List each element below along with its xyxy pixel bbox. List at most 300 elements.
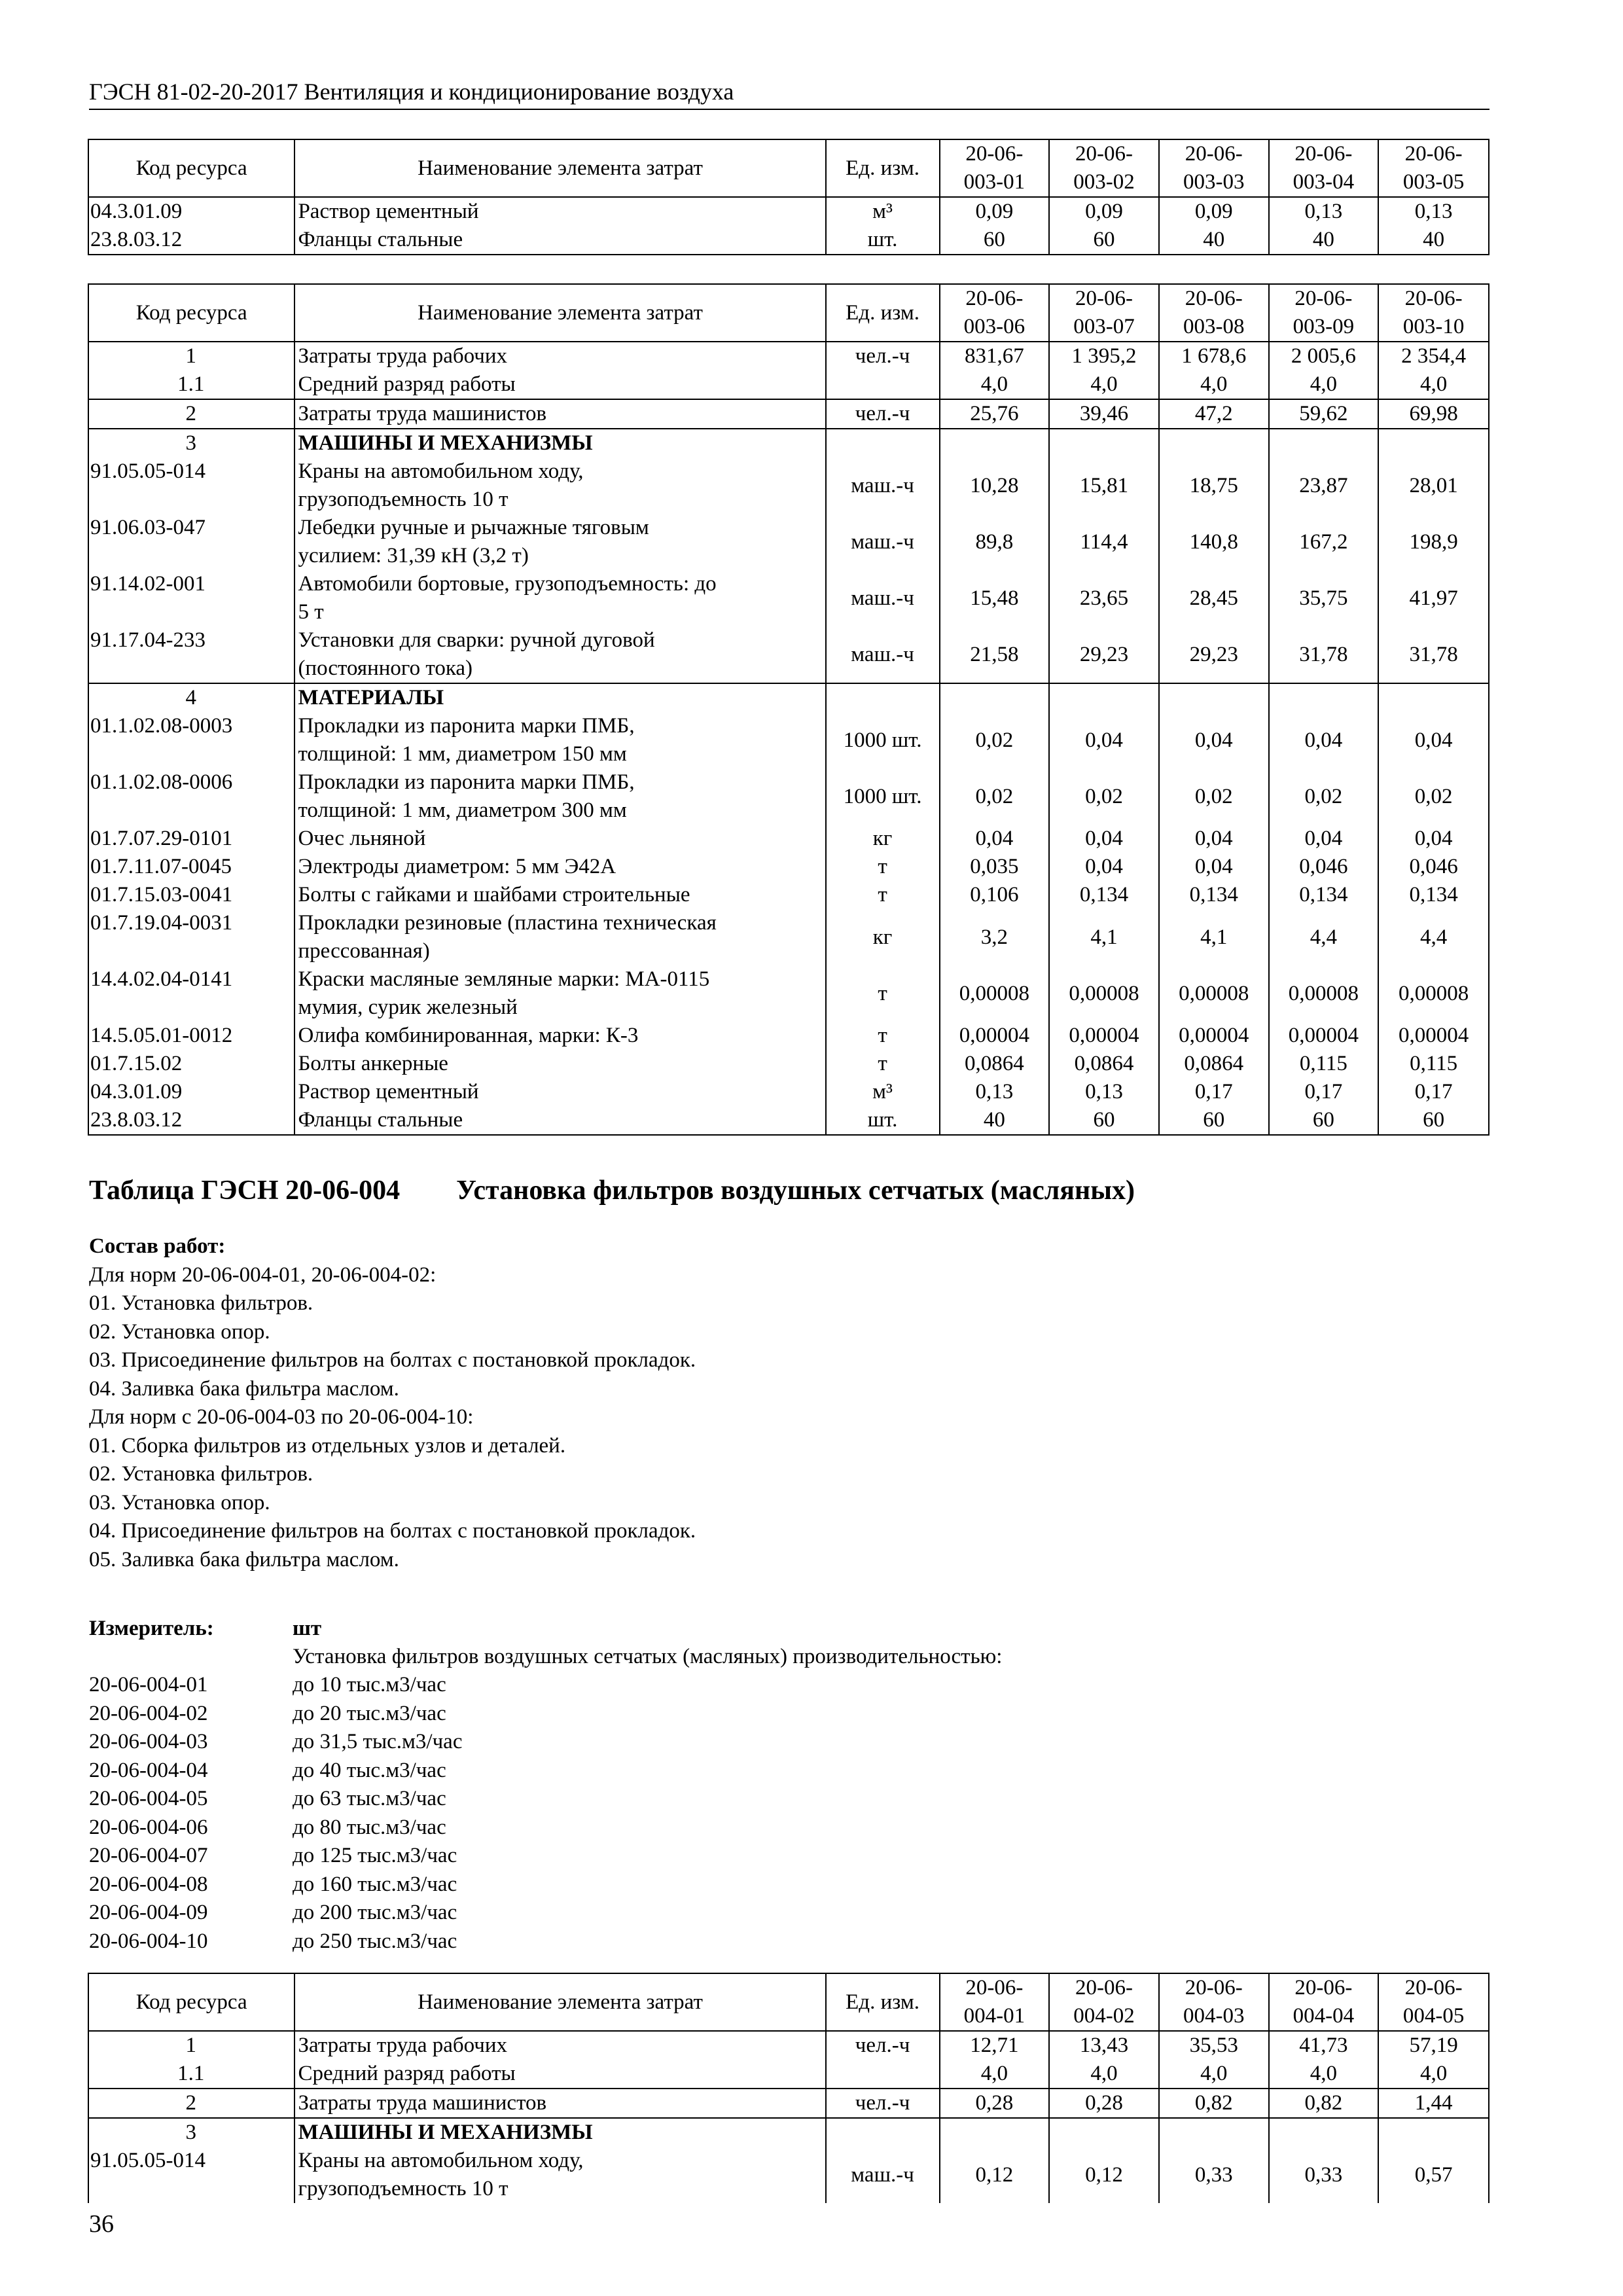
resource-unit: 1000 шт. [826, 712, 940, 768]
table-row [88, 2060, 1489, 2089]
norm-value: 0,13 [1049, 1078, 1159, 1106]
norm-value: 0,17 [1269, 1078, 1379, 1106]
resource-unit: шт. [826, 1106, 940, 1135]
meter-item-code: 20-06-004-03 [89, 1730, 208, 1753]
col-header-norm: 20-06- 003-06 [940, 284, 1050, 342]
table-header-row [88, 1973, 1489, 2031]
resource-unit: т [826, 965, 940, 1022]
col-header-code: Код ресурса [88, 1973, 294, 2031]
norm-value [1269, 683, 1379, 712]
table-row [88, 768, 1489, 825]
resource-unit: маш.-ч [826, 626, 940, 683]
resource-code: 3 [88, 2118, 294, 2147]
norm-value: 0,04 [1049, 853, 1159, 881]
resource-code: 2 [88, 399, 294, 429]
norm-value: 10,28 [940, 457, 1050, 514]
norm-value: 0,00008 [1269, 965, 1379, 1022]
resource-code: 91.17.04-233 [88, 626, 294, 683]
norm-value: 0,02 [1269, 768, 1379, 825]
norm-value: 0,12 [1049, 2147, 1159, 2203]
meter-item-text: до 40 тыс.м3/час [293, 1758, 446, 1782]
composition-line: Для норм 20-06-004-01, 20-06-004-02: [89, 1263, 437, 1287]
resource-code: 01.1.02.08-0006 [88, 768, 294, 825]
norm-value: 0,115 [1269, 1050, 1379, 1078]
resource-unit: 1000 шт. [826, 768, 940, 825]
table-row [88, 514, 1489, 570]
resource-name: Установки для сварки: ручной дуговой (постоянного тока) [294, 626, 825, 683]
resource-unit [826, 2118, 940, 2147]
resource-unit: т [826, 1022, 940, 1050]
norm-value [940, 429, 1050, 457]
norm-value: 0,09 [940, 197, 1050, 226]
col-header-norm: 20-06- 003-08 [1159, 284, 1269, 342]
resource-name: Средний разряд работы [294, 370, 825, 399]
composition-line: 03. Присоединение фильтров на болтах с постановкой прокладок. [89, 1348, 696, 1372]
norm-value [940, 2118, 1050, 2147]
col-header-name: Наименование элемента затрат [294, 284, 825, 342]
col-header-norm: 20-06- 003-01 [940, 139, 1050, 197]
meter-item-text: до 125 тыс.м3/час [293, 1844, 457, 1867]
norm-value: 0,115 [1378, 1050, 1489, 1078]
resource-unit: шт. [826, 226, 940, 255]
resource-unit: маш.-ч [826, 570, 940, 626]
norm-value: 3,2 [940, 909, 1050, 965]
composition-label: Состав работ: [89, 1234, 226, 1258]
resource-unit: маш.-ч [826, 457, 940, 514]
table-row [88, 626, 1489, 683]
meter-item-code: 20-06-004-06 [89, 1815, 208, 1839]
meter-item-code: 20-06-004-08 [89, 1872, 208, 1896]
resource-code: 1 [88, 342, 294, 370]
resource-code: 91.05.05-014 [88, 457, 294, 514]
norm-value: 0,09 [1049, 197, 1159, 226]
norm-value: 18,75 [1159, 457, 1269, 514]
norm-value: 4,0 [1049, 2060, 1159, 2089]
table-row [88, 853, 1489, 881]
col-header-norm: 20-06- 003-10 [1378, 284, 1489, 342]
norm-value [1049, 2118, 1159, 2147]
norm-value: 0,134 [1378, 881, 1489, 909]
norm-value: 1,44 [1378, 2089, 1489, 2118]
resource-name: Автомобили бортовые, грузоподъемность: до 5 т [294, 570, 825, 626]
meter-description: Установка фильтров воздушных сетчатых (масляных) производительностью: [293, 1645, 1003, 1668]
table-row [88, 683, 1489, 712]
norm-value: 60 [1269, 1106, 1379, 1135]
resource-name: Прокладки из паронита марки ПМБ, толщиной: 1 мм, диаметром 300 мм [294, 768, 825, 825]
meter-item [89, 1785, 462, 1814]
table-row [88, 2089, 1489, 2118]
norm-value: 0,17 [1378, 1078, 1489, 1106]
resource-unit [826, 429, 940, 457]
norm-value: 0,04 [940, 825, 1050, 853]
resource-code: 01.1.02.08-0003 [88, 712, 294, 768]
resource-code: 01.7.19.04-0031 [88, 909, 294, 965]
norm-value: 89,8 [940, 514, 1050, 570]
resource-name: Затраты труда рабочих [294, 342, 825, 370]
norm-value: 4,1 [1049, 909, 1159, 965]
norm-value: 4,0 [1159, 370, 1269, 399]
resource-code: 01.7.07.29-0101 [88, 825, 294, 853]
norm-value: 29,23 [1159, 626, 1269, 683]
header-rule [89, 109, 1489, 110]
resource-name: Лебедки ручные и рычажные тяговым усилием: 31,39 кН (3,2 т) [294, 514, 825, 570]
norm-value: 0,04 [1159, 712, 1269, 768]
col-header-norm: 20-06- 004-02 [1049, 1973, 1159, 2031]
norm-value: 0,00004 [940, 1022, 1050, 1050]
resource-unit: чел.-ч [826, 399, 940, 429]
norm-value: 0,046 [1378, 853, 1489, 881]
resource-name: Прокладки из паронита марки ПМБ, толщиной: 1 мм, диаметром 150 мм [294, 712, 825, 768]
norm-value: 35,75 [1269, 570, 1379, 626]
resource-unit [826, 370, 940, 399]
col-header-name: Наименование элемента затрат [294, 1973, 825, 2031]
norm-value: 4,1 [1159, 909, 1269, 965]
meter-item-code: 20-06-004-09 [89, 1901, 208, 1924]
meter-items [89, 1671, 462, 1956]
norm-value: 40 [1159, 226, 1269, 255]
table-row [88, 825, 1489, 853]
resource-name: Затраты труда машинистов [294, 399, 825, 429]
norm-value: 140,8 [1159, 514, 1269, 570]
norm-value [1049, 429, 1159, 457]
table-row [88, 2147, 1489, 2203]
resource-unit [826, 683, 940, 712]
running-header: ГЭСН 81-02-20-2017 Вентиляция и кондиционирование воздуха [89, 79, 734, 105]
norm-value [1159, 429, 1269, 457]
composition-line: 02. Установка фильтров. [89, 1462, 313, 1486]
col-header-unit: Ед. изм. [826, 139, 940, 197]
resource-unit: чел.-ч [826, 2031, 940, 2060]
table-title: Установка фильтров воздушных сетчатых (масляных) [456, 1175, 1135, 1206]
meter-item [89, 1899, 462, 1928]
norm-value: 60 [1049, 1106, 1159, 1135]
norm-value: 59,62 [1269, 399, 1379, 429]
composition-line: 02. Установка опор. [89, 1319, 270, 1344]
norm-value: 0,046 [1269, 853, 1379, 881]
composition-line: 04. Присоединение фильтров на болтах с постановкой прокладок. [89, 1519, 696, 1543]
col-header-name: Наименование элемента затрат [294, 139, 825, 197]
norm-value: 0,33 [1269, 2147, 1379, 2203]
norm-value: 1 678,6 [1159, 342, 1269, 370]
resource-unit: чел.-ч [826, 342, 940, 370]
table-row [88, 881, 1489, 909]
meter-item-text: до 160 тыс.м3/час [293, 1872, 457, 1896]
col-header-norm: 20-06- 003-09 [1269, 284, 1379, 342]
meter-item-code: 20-06-004-05 [89, 1787, 208, 1810]
norm-value: 0,02 [1159, 768, 1269, 825]
norm-value: 114,4 [1049, 514, 1159, 570]
resource-name: Очес льняной [294, 825, 825, 853]
norm-value: 4,0 [1159, 2060, 1269, 2089]
norm-value: 0,00004 [1378, 1022, 1489, 1050]
norm-value: 0,04 [1159, 825, 1269, 853]
meter-item [89, 1728, 462, 1757]
col-header-norm: 20-06- 004-05 [1378, 1973, 1489, 2031]
norm-value: 23,87 [1269, 457, 1379, 514]
meter-item [89, 1671, 462, 1700]
meter-item-code: 20-06-004-01 [89, 1673, 208, 1696]
norm-value: 4,0 [1269, 2060, 1379, 2089]
norm-value: 28,01 [1378, 457, 1489, 514]
col-header-norm: 20-06- 003-05 [1378, 139, 1489, 197]
norm-value: 60 [1049, 226, 1159, 255]
norm-value: 0,13 [1269, 197, 1379, 226]
meter-item-code: 20-06-004-02 [89, 1701, 208, 1725]
norm-value [1159, 683, 1269, 712]
resource-code: 04.3.01.09 [88, 197, 294, 226]
table-row [88, 226, 1489, 255]
norm-value: 0,134 [1269, 881, 1379, 909]
table-row [88, 909, 1489, 965]
norm-value: 4,0 [1269, 370, 1379, 399]
norm-value: 0,0864 [940, 1050, 1050, 1078]
norm-value: 0,00008 [1378, 965, 1489, 1022]
norm-value: 0,00008 [1049, 965, 1159, 1022]
table-row [88, 197, 1489, 226]
resource-code: 2 [88, 2089, 294, 2118]
resource-unit [826, 2060, 940, 2089]
resource-code: 14.4.02.04-0141 [88, 965, 294, 1022]
resource-unit: т [826, 853, 940, 881]
table-label: Таблица ГЭСН 20-06-004 [89, 1175, 401, 1206]
resource-code: 1.1 [88, 370, 294, 399]
table-row [88, 399, 1489, 429]
norm-value: 35,53 [1159, 2031, 1269, 2060]
norm-value: 0,04 [1378, 712, 1489, 768]
table-row [88, 429, 1489, 457]
norm-value: 0,82 [1159, 2089, 1269, 2118]
resource-unit: м³ [826, 1078, 940, 1106]
resource-unit: чел.-ч [826, 2089, 940, 2118]
norm-value: 4,0 [1049, 370, 1159, 399]
resource-name: Средний разряд работы [294, 2060, 825, 2089]
norm-value: 0,57 [1378, 2147, 1489, 2203]
resource-unit: т [826, 881, 940, 909]
resource-name: МАШИНЫ И МЕХАНИЗМЫ [294, 429, 825, 457]
resource-table-003-06-10 [88, 283, 1489, 1136]
norm-value: 198,9 [1378, 514, 1489, 570]
resource-code: 23.8.03.12 [88, 226, 294, 255]
resource-name: Болты анкерные [294, 1050, 825, 1078]
resource-table-004-01-05 [88, 1973, 1489, 2203]
resource-unit: т [826, 1050, 940, 1078]
norm-value: 0,04 [1049, 712, 1159, 768]
resource-code: 01.7.15.02 [88, 1050, 294, 1078]
composition-line: 05. Заливка бака фильтра маслом. [89, 1547, 399, 1571]
norm-value: 0,0864 [1159, 1050, 1269, 1078]
resource-code: 1.1 [88, 2060, 294, 2089]
composition-line: 01. Установка фильтров. [89, 1291, 313, 1315]
resource-unit: кг [826, 909, 940, 965]
norm-value: 57,19 [1378, 2031, 1489, 2060]
table-row [88, 342, 1489, 370]
resource-code: 3 [88, 429, 294, 457]
norm-value: 0,00004 [1159, 1022, 1269, 1050]
norm-value: 0,00008 [940, 965, 1050, 1022]
meter-label: Измеритель: [89, 1617, 214, 1640]
norm-value [940, 683, 1050, 712]
norm-value [1378, 2118, 1489, 2147]
norm-value: 0,02 [1378, 768, 1489, 825]
table-row [88, 2118, 1489, 2147]
resource-code: 91.14.02-001 [88, 570, 294, 626]
table-row [88, 2031, 1489, 2060]
norm-value: 60 [940, 226, 1050, 255]
norm-value: 4,0 [1378, 2060, 1489, 2089]
meter-item-text: до 200 тыс.м3/час [293, 1901, 457, 1924]
resource-name: Раствор цементный [294, 1078, 825, 1106]
resource-name: МАТЕРИАЛЫ [294, 683, 825, 712]
norm-value: 0,28 [940, 2089, 1050, 2118]
norm-value: 4,0 [1378, 370, 1489, 399]
norm-value: 60 [1378, 1106, 1489, 1135]
resource-code: 91.05.05-014 [88, 2147, 294, 2203]
meter-item [89, 1814, 462, 1842]
norm-value: 12,71 [940, 2031, 1050, 2060]
norm-value: 41,97 [1378, 570, 1489, 626]
col-header-norm: 20-06- 004-04 [1269, 1973, 1379, 2031]
resource-name: Затраты труда машинистов [294, 2089, 825, 2118]
resource-name: Краны на автомобильном ходу, грузоподъемность 10 т [294, 457, 825, 514]
composition-line: 03. Установка опор. [89, 1490, 270, 1515]
meter-item-code: 20-06-004-07 [89, 1844, 208, 1867]
meter-item-text: до 80 тыс.м3/час [293, 1815, 446, 1839]
table-row [88, 965, 1489, 1022]
resource-name: Электроды диаметром: 5 мм Э42А [294, 853, 825, 881]
table-row [88, 370, 1489, 399]
meter-item-text: до 63 тыс.м3/час [293, 1787, 446, 1810]
meter-item-text: до 20 тыс.м3/час [293, 1701, 446, 1725]
resource-name: Раствор цементный [294, 197, 825, 226]
norm-value: 60 [1159, 1106, 1269, 1135]
resource-name: Болты с гайками и шайбами строительные [294, 881, 825, 909]
resource-unit: м³ [826, 197, 940, 226]
norm-value: 0,04 [1378, 825, 1489, 853]
col-header-norm: 20-06- 003-07 [1049, 284, 1159, 342]
resource-name: Прокладки резиновые (пластина техническая прессованная) [294, 909, 825, 965]
norm-value: 39,46 [1049, 399, 1159, 429]
resource-code: 01.7.15.03-0041 [88, 881, 294, 909]
meter-item [89, 1871, 462, 1899]
resource-unit: кг [826, 825, 940, 853]
resource-code: 91.06.03-047 [88, 514, 294, 570]
norm-value: 0,09 [1159, 197, 1269, 226]
table-header-row [88, 284, 1489, 342]
norm-value [1159, 2118, 1269, 2147]
col-header-unit: Ед. изм. [826, 284, 940, 342]
col-header-norm: 20-06- 003-04 [1269, 139, 1379, 197]
norm-value: 29,23 [1049, 626, 1159, 683]
norm-value: 0,13 [940, 1078, 1050, 1106]
norm-value: 21,58 [940, 626, 1050, 683]
norm-value: 0,04 [1159, 853, 1269, 881]
col-header-code: Код ресурса [88, 139, 294, 197]
resource-name: Краски масляные земляные марки: МА-0115 мумия, сурик железный [294, 965, 825, 1022]
norm-value: 40 [1269, 226, 1379, 255]
resource-code: 23.8.03.12 [88, 1106, 294, 1135]
norm-value: 4,4 [1378, 909, 1489, 965]
col-header-norm: 20-06- 003-02 [1049, 139, 1159, 197]
norm-value: 15,81 [1049, 457, 1159, 514]
resource-name: Олифа комбинированная, марки: К-3 [294, 1022, 825, 1050]
norm-value: 0,13 [1378, 197, 1489, 226]
norm-value [1049, 683, 1159, 712]
col-header-norm: 20-06- 004-01 [940, 1973, 1050, 2031]
resource-name: Краны на автомобильном ходу, грузоподъемность 10 т [294, 2147, 825, 2203]
resource-code: 1 [88, 2031, 294, 2060]
table-row [88, 1022, 1489, 1050]
table-row [88, 1050, 1489, 1078]
table-row [88, 457, 1489, 514]
norm-value: 40 [940, 1106, 1050, 1135]
norm-value: 0,04 [1269, 825, 1379, 853]
table-row [88, 1106, 1489, 1135]
norm-value [1378, 429, 1489, 457]
norm-value: 2 005,6 [1269, 342, 1379, 370]
norm-value: 0,106 [940, 881, 1050, 909]
resource-code: 14.5.05.01-0012 [88, 1022, 294, 1050]
norm-value: 15,48 [940, 570, 1050, 626]
resource-unit: маш.-ч [826, 514, 940, 570]
norm-value: 0,02 [940, 712, 1050, 768]
norm-value [1269, 2118, 1379, 2147]
norm-value: 1 395,2 [1049, 342, 1159, 370]
resource-table-003-01-05 [88, 139, 1489, 255]
norm-value: 2 354,4 [1378, 342, 1489, 370]
col-header-unit: Ед. изм. [826, 1973, 940, 2031]
norm-value: 47,2 [1159, 399, 1269, 429]
meter-item-text: до 31,5 тыс.м3/час [293, 1730, 463, 1753]
section-title [89, 1174, 1135, 1208]
composition-line: 04. Заливка бака фильтра маслом. [89, 1376, 399, 1401]
norm-value: 0,33 [1159, 2147, 1269, 2203]
resource-code: 4 [88, 683, 294, 712]
page-number: 36 [89, 2210, 114, 2238]
meter-item-text: до 250 тыс.м3/час [293, 1929, 457, 1953]
composition-line: Для норм с 20-06-004-03 по 20-06-004-10: [89, 1405, 474, 1429]
col-header-norm: 20-06- 004-03 [1159, 1973, 1269, 2031]
composition-block [89, 1232, 696, 1574]
norm-value [1269, 429, 1379, 457]
composition-list [89, 1261, 696, 1575]
norm-value: 0,00004 [1049, 1022, 1159, 1050]
resource-unit: маш.-ч [826, 2147, 940, 2203]
meter-item-code: 20-06-004-04 [89, 1758, 208, 1782]
resource-name: Затраты труда рабочих [294, 2031, 825, 2060]
meter-unit: шт [293, 1617, 322, 1640]
norm-value: 31,78 [1269, 626, 1379, 683]
norm-value: 41,73 [1269, 2031, 1379, 2060]
norm-value: 4,0 [940, 2060, 1050, 2089]
norm-value: 69,98 [1378, 399, 1489, 429]
col-header-code: Код ресурса [88, 284, 294, 342]
norm-value: 0,04 [1269, 712, 1379, 768]
resource-name: Фланцы стальные [294, 1106, 825, 1135]
norm-value: 0,134 [1049, 881, 1159, 909]
norm-value: 0,04 [1049, 825, 1159, 853]
table-row [88, 1078, 1489, 1106]
table-row [88, 570, 1489, 626]
norm-value [1378, 683, 1489, 712]
norm-value: 0,02 [940, 768, 1050, 825]
resource-code: 04.3.01.09 [88, 1078, 294, 1106]
meter-item [89, 1757, 462, 1785]
norm-value: 167,2 [1269, 514, 1379, 570]
meter-item-text: до 10 тыс.м3/час [293, 1673, 446, 1696]
norm-value: 0,82 [1269, 2089, 1379, 2118]
norm-value: 0,12 [940, 2147, 1050, 2203]
norm-value: 0,0864 [1049, 1050, 1159, 1078]
